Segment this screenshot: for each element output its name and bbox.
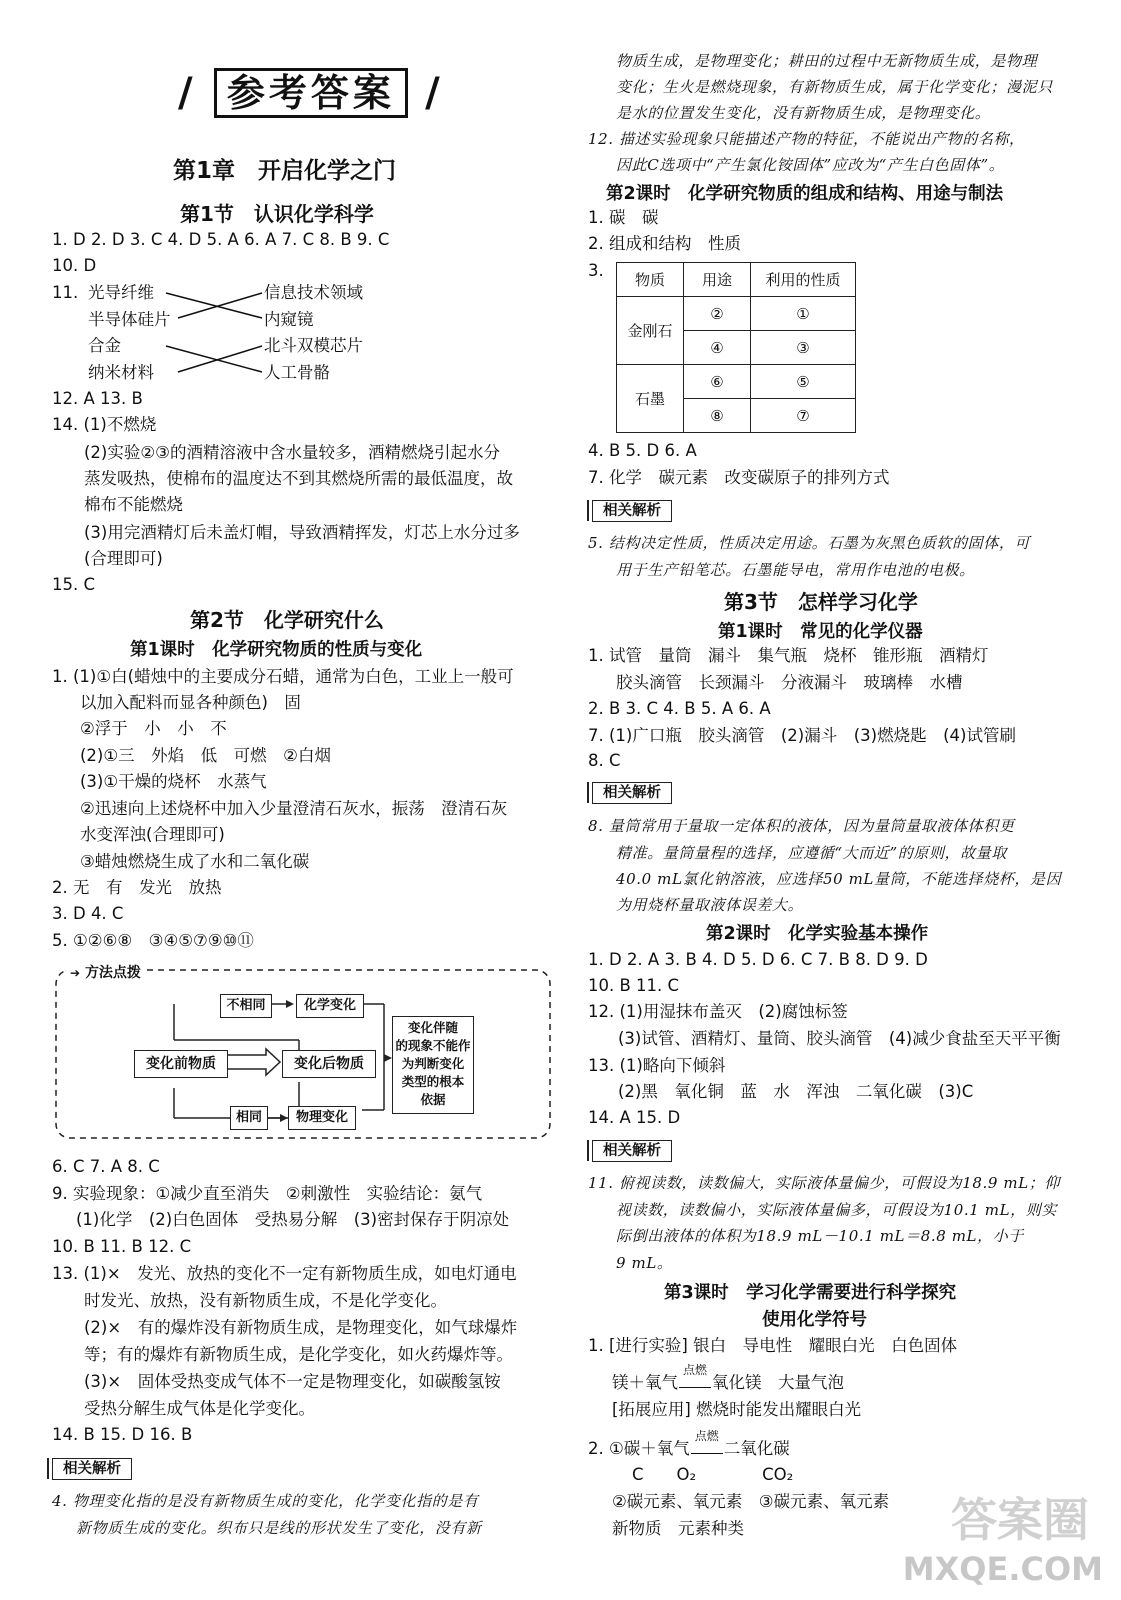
answer-line: 4. B 5. D 6. A (588, 441, 697, 460)
answer-line: 10. D (52, 256, 97, 275)
table-cell: ⑦ (751, 399, 856, 433)
answer-line: 时发光、放热，没有新物质生成，不是化学变化。 (84, 1291, 447, 1310)
answer-line: 5. ①②⑥⑧ ③④⑤⑦⑨⑩⑪ (52, 931, 254, 950)
analysis-line: 新物质生成的变化。织布只是线的形状发生了变化，没有新 (76, 1519, 482, 1537)
answer-line: 1. [进行实验] 银白 导电性 耀眼白光 白色固体 (588, 1336, 958, 1355)
table-cell: ⑤ (751, 365, 856, 399)
diagram-box-before: 变化前物质 (134, 1050, 228, 1078)
match-left-item: 光导纤维 (88, 283, 154, 302)
answer-line: 6. C 7. A 8. C (52, 1157, 160, 1176)
analysis-tag: 相关解析 (592, 500, 672, 522)
answer-line: 8. C (588, 751, 621, 770)
diagram-box-after: 变化后物质 (282, 1050, 376, 1078)
answer-line: 14. (1)不燃烧 (52, 415, 157, 434)
analysis-line: 9 mL。 (616, 1254, 673, 1272)
answer-line: 1. 试管 量筒 漏斗 集气瓶 烧杯 锥形瓶 酒精灯 (588, 646, 989, 665)
answer-line: ②浮于 小 小 不 (80, 719, 227, 738)
match-lines (158, 280, 268, 390)
watermark-logo: 答案圈 (951, 1493, 1089, 1547)
answer-line: (2)①三 外焰 低 可燃 ②白烟 (80, 746, 331, 765)
question-number: 11. (52, 283, 79, 302)
answer-line: 胶头滴管 长颈漏斗 分液漏斗 玻璃棒 水槽 (616, 673, 963, 692)
answer-line: 7. (1)广口瓶 胶头滴管 (2)漏斗 (3)燃烧匙 (4)试管刷 (588, 726, 1016, 745)
table-row (617, 365, 856, 399)
chapter-heading: 第1章 开启化学之门 (173, 158, 397, 184)
table-row (617, 297, 856, 331)
answer-line: 蒸发吸热，使棉布的温度达不到其燃烧所需的最低温度，故 (84, 469, 513, 488)
table-cell: ③ (751, 331, 856, 365)
match-left-item: 合金 (88, 336, 121, 355)
answer-line: 1. 碳 碳 (588, 208, 659, 227)
property-table (616, 262, 856, 433)
answer-line: 3. D 4. C (52, 904, 124, 923)
answer-line: 等；有的爆炸有新物质生成，是化学变化，如火药爆炸等。 (84, 1345, 513, 1364)
answer-line: (3)× 固体受热变成气体不一定是物理变化，如碳酸氢铵 (84, 1372, 501, 1391)
table-cell: 金刚石 (617, 297, 684, 365)
answer-line: 13. (1)× 发光、放热的变化不一定有新物质生成，如电灯通电 (52, 1264, 517, 1283)
answer-line: 水变浑浊(合理即可) (80, 825, 225, 844)
answer-line: 9. 实验现象：①减少直至消失 ②刺激性 实验结论：氨气 (52, 1184, 483, 1203)
analysis-tag: 相关解析 (592, 782, 672, 804)
answer-line: 10. B 11. B 12. C (52, 1237, 192, 1256)
match-right-item: 信息技术领域 (264, 283, 363, 302)
answer-line: (3)试管、酒精灯、量筒、胶头滴管 (4)减少食盐至天平平衡 (618, 1029, 1061, 1048)
diagram-note-box: 变化伴随 的现象不能作 为判断变化 类型的根本 依据 (392, 1016, 474, 1114)
answer-line: 2. 组成和结构 性质 (588, 234, 741, 253)
table-cell: ⑧ (684, 399, 751, 433)
question-number: 3. (588, 261, 604, 280)
section-heading: 第3节 怎样学习化学 (724, 590, 918, 614)
answer-line: (合理即可) (84, 549, 163, 568)
table-cell: ⑥ (684, 365, 751, 399)
analysis-line: 精准。量筒量程的选择，应遵循“大而近”的原则，故量取 (616, 844, 1007, 862)
match-left-item: 纳米材料 (88, 363, 154, 382)
analysis-line: 12. 描述实验现象只能描述产物的特征，不能说出产物的名称， (588, 130, 1025, 148)
lesson-heading: 第2课时 化学实验基本操作 (706, 924, 929, 944)
analysis-line: 视读数，读数偏小，实际液体量偏多，可假设为10.1 mL，则实 (616, 1201, 1057, 1219)
diagram-box-physical-change: 物理变化 (288, 1106, 356, 1130)
answer-line: 新物质 元素种类 (612, 1519, 744, 1538)
analysis-line: 物质生成，是物理变化；耕田的过程中无新物质生成，是物理 (616, 52, 1038, 70)
table-header: 物质 (617, 263, 684, 297)
table-header-row (617, 263, 856, 297)
answer-line: ②迅速向上述烧杯中加入少量澄清石灰水，振荡 澄清石灰 (80, 799, 508, 818)
answer-line: 2. B 3. C 4. B 5. A 6. A (588, 699, 771, 718)
analysis-line: 4. 物理变化指的是没有新物质生成的变化，化学变化指的是有 (52, 1492, 479, 1510)
answer-line: (2)黑 氧化铜 蓝 水 浑浊 二氧化碳 (3)C (618, 1082, 974, 1101)
table-header: 用途 (684, 263, 751, 297)
analysis-tag: 相关解析 (592, 1140, 672, 1162)
diagram-box-chemical-change: 化学变化 (296, 994, 364, 1018)
match-left-item: 半导体硅片 (88, 310, 171, 329)
match-right-item: 人工骨骼 (264, 363, 330, 382)
answer-line: 1. D 2. A 3. B 4. D 5. D 6. C 7. B 8. D 9. D (588, 950, 928, 969)
analysis-line: 11. 俯视读数，读数偏大，实际液体量偏少，可假设为18.9 mL；仰 (588, 1174, 1060, 1192)
answer-line: (3)用完酒精灯后未盖灯帽，导致酒精挥发，灯芯上水分过多 (84, 523, 520, 542)
answer-line: 以加入配料而显各种颜色) 固 (80, 693, 301, 712)
diagram-box-different: 不相同 (220, 994, 272, 1018)
answer-line: 2. 无 有 发光 放热 (52, 878, 222, 897)
answer-line: 13. (1)略向下倾斜 (588, 1056, 726, 1075)
lesson-heading: 第2课时 化学研究物质的组成和结构、用途与制法 (606, 184, 1004, 204)
answer-line: [拓展应用] 燃烧时能发出耀眼白光 (612, 1400, 862, 1419)
answer-line: ③蜡烛燃烧生成了水和二氧化碳 (80, 852, 310, 871)
analysis-line: 5. 结构决定性质，性质决定用途。石墨为灰黑色质软的固体，可 (588, 534, 1031, 552)
analysis-line: 40.0 mL氯化钠溶液，应选择50 mL量筒，不能选择烧杯，是因 (616, 870, 1062, 888)
answer-line: 7. 化学 碳元素 改变碳原子的排列方式 (588, 468, 890, 487)
diagram-box-same: 相同 (230, 1106, 268, 1130)
page-title: / 参考答案 / (178, 70, 444, 116)
section-heading: 第1节 认识化学科学 (180, 202, 374, 226)
method-label: ➔ 方法点拨 (66, 962, 145, 982)
analysis-line: 用于生产铅笔芯。石墨能导电，常用作电池的电极。 (616, 561, 975, 579)
lesson-heading: 第1课时 化学研究物质的性质与变化 (130, 640, 423, 660)
formula-line: C O₂ CO₂ (632, 1465, 794, 1484)
answer-line: 棉布不能燃烧 (84, 495, 183, 514)
table-cell: ① (751, 297, 856, 331)
answer-line: (3)①干燥的烧杯 水蒸气 (80, 772, 267, 791)
answer-line: 12. A 13. B (52, 389, 143, 408)
table-cell: 石墨 (617, 365, 684, 433)
answer-line: 受热分解生成气体是化学变化。 (84, 1399, 315, 1418)
answer-line: 12. (1)用湿抹布盖灭 (2)腐蚀标签 (588, 1002, 848, 1021)
analysis-line: 因此C选项中“产生氯化铵固体”应改为“产生白色固体”。 (616, 156, 1005, 174)
section-heading: 第2节 化学研究什么 (190, 608, 384, 632)
answer-line: 14. B 15. D 16. B (52, 1425, 193, 1444)
table-header: 利用的性质 (751, 263, 856, 297)
answer-line: ②碳元素、氧元素 ③碳元素、氧元素 (612, 1492, 890, 1511)
answer-line: (2)实验②③的酒精溶液中含水量较多，酒精燃烧引起水分 (84, 443, 500, 462)
analysis-tag: 相关解析 (52, 1458, 132, 1480)
analysis-line: 为用烧杯量取液体误差大。 (616, 896, 804, 914)
lesson-heading: 第1课时 常见的化学仪器 (718, 622, 923, 642)
answer-line: 14. A 15. D (588, 1108, 681, 1127)
watermark-url: MXQE.COM (902, 1550, 1103, 1588)
match-right-item: 内窥镜 (264, 310, 314, 329)
table-cell: ② (684, 297, 751, 331)
equation-line: 2. ①碳＋氧气 点燃 二氧化碳 (588, 1429, 790, 1458)
analysis-line: 是水的位置发生变化，没有新物质生成，是物理变化。 (616, 104, 991, 122)
answer-line: (2)× 有的爆炸没有新物质生成，是物理变化，如气球爆炸 (84, 1318, 518, 1337)
lesson-heading: 第3课时 学习化学需要进行科学探究 (664, 1283, 957, 1303)
match-right-item: 北斗双模芯片 (264, 336, 363, 355)
analysis-line: 8. 量筒常用于量取一定体积的液体，因为量筒量取液体体积更 (588, 817, 1015, 835)
table-cell: ④ (684, 331, 751, 365)
answer-line: 1. (1)①白(蜡烛中的主要成分石蜡，通常为白色，工业上一般可 (52, 667, 514, 686)
lesson-heading: 使用化学符号 (762, 1310, 867, 1330)
analysis-line: 变化；生火是燃烧现象，有新物质生成，属于化学变化；漫泥只 (616, 78, 1053, 96)
analysis-line: 际倒出液体的体积为18.9 mL－10.1 mL＝8.8 mL，小于 (616, 1227, 1024, 1245)
answer-line: 1. D 2. D 3. C 4. D 5. A 6. A 7. C 8. B 9. C (52, 230, 390, 249)
answer-line: (1)化学 (2)白色固体 受热易分解 (3)密封保存于阴凉处 (76, 1210, 510, 1229)
equation-line: 镁＋氧气 点燃 氧化镁 大量气泡 (612, 1363, 844, 1392)
answer-line: 15. C (52, 575, 96, 594)
answer-line: 10. B 11. C (588, 976, 680, 995)
